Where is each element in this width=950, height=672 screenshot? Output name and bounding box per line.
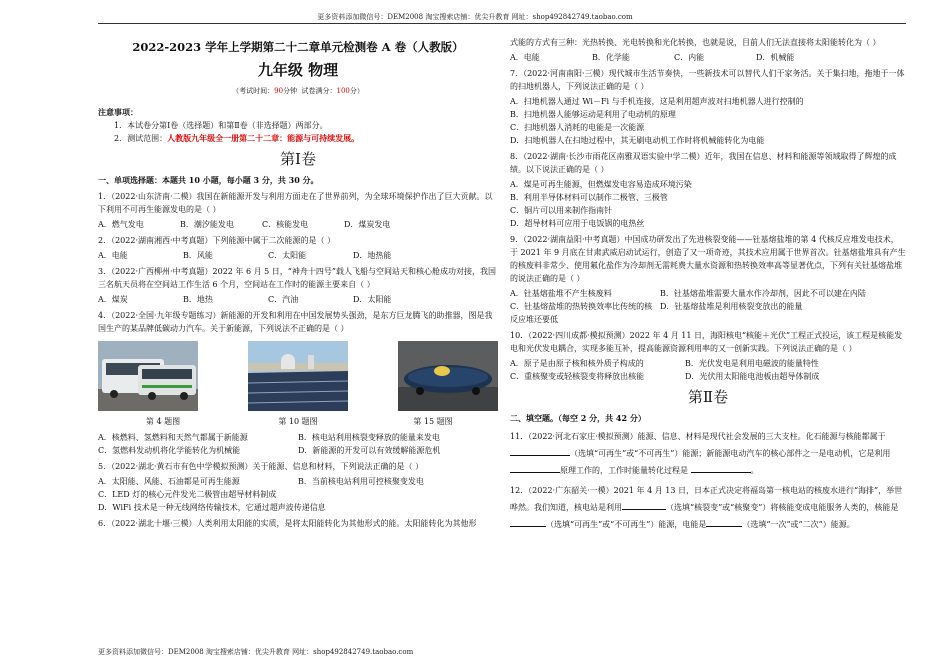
option: D．钍基熔盐堆是利用核裂变放出的能量 xyxy=(660,302,803,311)
option: C．核能发电 xyxy=(262,220,309,229)
option: A．太阳能、风能、石油都是可再生能源 xyxy=(98,477,240,486)
answer-blank[interactable] xyxy=(691,472,751,473)
option: D．太阳能 xyxy=(353,295,392,304)
option: C．汽油 xyxy=(268,295,299,304)
question-8: 8．（2022·湖南·长沙市雨花区南雅双语实验中学二模）近年，我国在信息、材料和能源等领域取得了辉煌的成绩。以下说法正确的是（ ） xyxy=(510,152,897,174)
question-1-options xyxy=(98,218,498,231)
volume-1-heading: 第Ⅰ卷 xyxy=(280,150,316,168)
subject-title: 九年级 物理 xyxy=(257,61,339,79)
answer-blank[interactable] xyxy=(510,526,546,527)
question-12: 12．（2022·广东韶关·一模）2021 年 4 月 13 日，日本正式决定将福岛第一核电站的核废水进行“海排”，举世哗然。我们知道，核电站是利用 （选填“核裂变”或“核聚变”）将核能变成电能服务人类的，核能是（选填“可再生”或“不可再生”）能源，电能是 （选填“一次”或“二次”）能源。 xyxy=(510,486,903,529)
option: B．地热 xyxy=(183,295,213,304)
question-10-options xyxy=(510,357,906,383)
nuclear-solar-photo xyxy=(248,341,348,411)
option: C．氢燃料发动机将化学能转化为机械能 xyxy=(98,446,241,455)
answer-blank[interactable] xyxy=(510,472,560,473)
option: A．燃气发电 xyxy=(98,220,144,229)
page-footer: 更多资料添加微信号：DEM2008 淘宝搜索店铺：优尖升教育 网址：shop492842749.taobao.com xyxy=(98,648,414,656)
header-divider xyxy=(98,23,906,24)
question-10: 10．（2022·四川成都·模拟预测）2022 年 4 月 11 日，海阳核电“核能＋光伏”工程正式投运，该工程是核能发电和光伏发电耦合，实现多能互补，提高能源资源利用率的又一创新实践。下列说法正确的是（ ） xyxy=(510,331,903,353)
question-9-options xyxy=(510,287,906,326)
option: A．钍基熔盐堆不产生核废料 xyxy=(510,289,612,298)
option: D．地热能 xyxy=(353,251,392,260)
answer-blank[interactable] xyxy=(706,526,742,527)
option: D．机械能 xyxy=(756,53,795,62)
option: A．扫地机器人通过 Wi－Fi 与手机连接，这是利用超声波对扫地机器人进行控制的 xyxy=(510,97,804,106)
notes-heading: 注意事项： xyxy=(98,107,138,117)
question-3: 3．（2022·广西柳州·中考真题）2022 年 6 月 5 日，“神舟十四号”载人飞船与空间站天和核心舱成功对接，我国三名航天员将在空间站工作生活 6 个月，空间站在工作时的能源主要来自（ ） xyxy=(98,267,496,289)
question-2: 2．（2022·湖南湘西·中考真题）下列能源中属于二次能源的是（ ） xyxy=(98,236,336,245)
option: C．LED 灯的核心元件发光二极管由超导材料制成 xyxy=(98,490,277,499)
option: A．煤是可再生能源，但燃煤发电容易造成环境污染 xyxy=(510,180,692,189)
option: B．潮汐能发电 xyxy=(180,220,234,229)
question-9: 9．（2022·湖南益阳·中考真题）中国成功研发出了先进核裂变能——钍基熔盐堆的第 4 代核反应堆发电技术，于 2021 年 9 月底在甘肃武威启动试运行，创造了又一项奇迹，其技术应用属于世界首次。钍基熔盐堆具有产生的核废料非常少、使用氟化盐作为冷却剂无需耗费大量水资源和热转换效率高等显著优点，下列有关钍基熔盐堆的说法正确的是（ ） xyxy=(510,235,906,283)
question-7-options xyxy=(510,95,906,147)
option: D．扫地机器人在扫地过程中，其无刷电动机工作时将机械能转化为电能 xyxy=(510,136,765,145)
option: B．光伏发电是利用电磁波的能量特性 xyxy=(685,359,819,368)
section-2-heading: 二、填空题。（每空 2 分，共 42 分） xyxy=(510,413,646,423)
question-figures xyxy=(98,341,498,411)
question-5-options xyxy=(98,475,498,514)
question-4-options xyxy=(98,431,498,457)
option: B．核电站利用核裂变释放的能量来发电 xyxy=(298,433,440,442)
exam-title: 2022-2023 学年上学期第二十二章单元检测卷 A 卷（人教版） xyxy=(132,40,464,54)
note-1: 1．本试卷分第Ⅰ卷（选择题）和第Ⅱ卷（非选择题）两部分。 xyxy=(114,121,328,130)
option: D．WiFi 技术是一种无线网络传输技术，它通过超声波传递信息 xyxy=(98,503,326,512)
caption: 第 10 题图 xyxy=(278,417,318,426)
section-1-heading: 一、单项选择题：本题共 10 小题，每小题 3 分，共 30 分。 xyxy=(98,175,319,185)
right-column xyxy=(510,36,906,535)
question-5: 5．（2022·湖北·黄石市有色中学模拟预测）关于能源、信息和材料，下列说法正确的是（ ） xyxy=(98,462,424,471)
option: C．钍基熔盐堆的热转换效率比传统的核反应堆还要低 xyxy=(510,302,653,324)
option: C．扫地机器人消耗的电能是一次能源 xyxy=(510,123,645,132)
note-2: 2．测试范围：人教版九年级全一册第二十二章：能源与可持续发展。 xyxy=(114,133,360,143)
option: A．煤炭 xyxy=(98,295,128,304)
question-2-options xyxy=(98,249,498,262)
question-6-continued: 式能的方式有三种：光热转换、光电转换和光化转换，也就是说，目前人们无法直接将太阳能转化为（ ） xyxy=(510,38,881,47)
exam-info: （考试时间：90分钟 试卷满分：100分） xyxy=(232,87,364,95)
option: B．利用半导体材料可以制作二极管、三极管 xyxy=(510,193,668,202)
option: B．扫地机器人能够运动是利用了电动机的原理 xyxy=(510,110,676,119)
option: A．电能 xyxy=(510,53,540,62)
volume-2-heading: 第Ⅱ卷 xyxy=(687,388,729,406)
question-1: 1．（2022·山东济南·二模）我国在新能源开发与利用方面走在了世界前列，为全球环境保护作出了巨大贡献。以下利用不可再生能源发电的是（ ） xyxy=(98,192,493,214)
solar-car-photo xyxy=(398,341,498,411)
question-4: 4．（2022·全国·九年级专题练习）新能源的开发和利用在中国发展势头强劲，是东方巨龙腾飞的助推器，图是我国生产的某品牌低碳动力汽车。关于新能源，下列说法不正确的是（ ） xyxy=(98,311,493,333)
question-7: 7．（2022·河南南阳·三模）现代城市生活节奏快，一些新技术可以替代人们干家务活。关于集扫地，拖地于一体的扫地机器人，下列说法正确的是（ ） xyxy=(510,69,905,91)
option: C．内能 xyxy=(674,53,705,62)
option: B．风能 xyxy=(183,251,213,260)
question-6-options xyxy=(510,51,906,64)
question-6: 6．（2022·湖北十堰·三模）人类利用太阳能的实质，是将太阳能转化为其他形式的能。太阳能转化为其他形 xyxy=(98,519,477,528)
figure-captions xyxy=(98,415,498,428)
question-3-options xyxy=(98,293,498,306)
option: D．新能源的开发可以有效缓解能源危机 xyxy=(298,446,441,455)
question-11: 11．（2022·河北石家庄·模拟预测）能源、信息、材料是现代社会发展的三大支柱。化石能源与核能都属于 （选填“可再生”或“不可再生”）能源；新能源电动汽车的核心部件之一是电动机，它是利用 原理工作的，工作时能量转化过程是 。 xyxy=(510,432,891,475)
answer-blank[interactable] xyxy=(510,455,570,456)
bus-photo xyxy=(98,341,198,411)
option: A．原子是由原子核和核外质子构成的 xyxy=(510,359,644,368)
question-8-options xyxy=(510,178,906,230)
option: A．电能 xyxy=(98,251,128,260)
option: D．光伏用太阳能电池板由超导体制成 xyxy=(685,372,820,381)
option: D．煤炭发电 xyxy=(344,220,391,229)
left-column xyxy=(98,36,498,532)
option: C．铜片可以用来制作指南针 xyxy=(510,206,613,215)
option: C．太阳能 xyxy=(268,251,307,260)
option: B．化学能 xyxy=(592,53,630,62)
option: C．重核聚变或轻核裂变将释放出核能 xyxy=(510,372,645,381)
option: A．核燃料、氢燃料和天然气都属于新能源 xyxy=(98,433,248,442)
page-header: 更多资料添加微信号：DEM2008 淘宝搜索店铺：优尖升教育 网址：shop492842749.taobao.com xyxy=(317,13,633,21)
option: B．当前核电站利用可控核聚变发电 xyxy=(298,477,424,486)
caption: 第 15 题图 xyxy=(413,417,453,426)
option: D．超导材料可应用于电饭锅的电热丝 xyxy=(510,219,645,228)
answer-blank[interactable] xyxy=(622,509,666,510)
caption: 第 4 题图 xyxy=(145,417,181,426)
option: B．钍基熔盐堆需要大量水作冷却剂，因此不可以建在内陆 xyxy=(660,289,866,298)
